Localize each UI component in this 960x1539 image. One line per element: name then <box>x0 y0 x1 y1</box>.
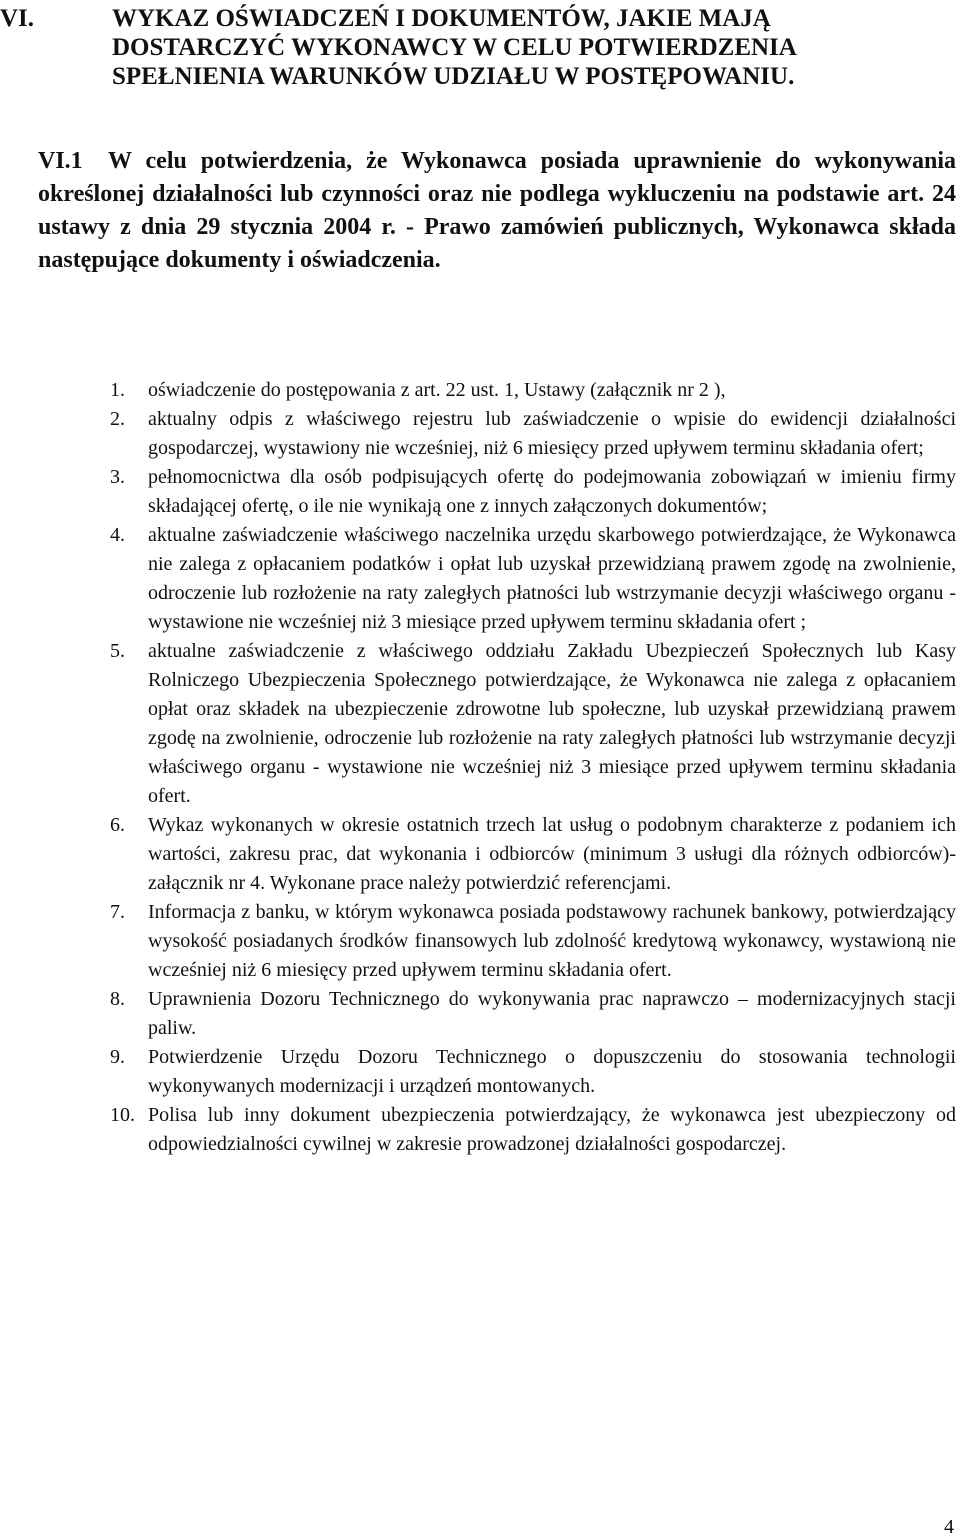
section-title: WYKAZ OŚWIADCZEŃ I DOKUMENTÓW, JAKIE MAJĄ DOSTARCZYĆ WYKONAWCY W CELU POTWIERDZENIA SPEŁNIENIA WARUNKÓW UDZIAŁU W POSTĘPOWANIU. <box>112 5 796 90</box>
list-item-text: Polisa lub inny dokument ubezpieczenia potwierdzający, że wykonawca jest ubezpieczony od odpowiedzialności cywilnej w zakresie prowadzonej działalności gospodarczej. <box>148 1104 956 1155</box>
list-item-number: 8. <box>110 988 125 1010</box>
document-list <box>110 376 956 1159</box>
list-item <box>110 1101 956 1159</box>
list-item <box>110 405 956 463</box>
subsection-paragraph <box>38 145 956 277</box>
list-item-number: 2. <box>110 408 125 430</box>
list-item-number: 3. <box>110 466 125 488</box>
list-item-text: aktualne zaświadczenie z właściwego oddziału Zakładu Ubezpieczeń Społecznych lub Kasy Rolniczego Ubezpieczenia Społecznego potwierdzające, że Wykonawca nie zalega z opłacaniem opłat oraz składek na ubezpieczenie zdrowotne lub społeczne, lub uzyskał przewidzianą prawem zgodę na zwolnienie, odroczenie lub rozłożenie na raty zaległych płatności lub wstrzymanie decyzji właściwego organu - wystawione nie wcześniej niż 3 miesiące przed upływem terminu składania ofert. <box>148 640 956 807</box>
list-item-number: 9. <box>110 1046 125 1068</box>
list-item <box>110 637 956 811</box>
list-item <box>110 521 956 637</box>
list-item-number: 4. <box>110 524 125 546</box>
list-item <box>110 463 956 521</box>
list-item-number: 5. <box>110 640 125 662</box>
list-item-text: Potwierdzenie Urzędu Dozoru Technicznego o dopuszczeniu do stosowania technologii wykonywanych modernizacji i urządzeń montowanych. <box>148 1046 956 1097</box>
list-item-text: aktualne zaświadczenie właściwego naczelnika urzędu skarbowego potwierdzające, że Wykonawca nie zalega z opłacaniem podatków i opłat lub uzyskał przewidzianą prawem zgodę na zwolnienie, odroczenie lub rozłożenie na raty zaległych płatności lub wstrzymanie decyzji właściwego organu - wystawione nie wcześniej niż 3 miesiące przed upływem terminu składania ofert ; <box>148 524 956 633</box>
list-item-number: 7. <box>110 901 125 923</box>
list-item-text: Uprawnienia Dozoru Technicznego do wykonywania prac naprawczo – modernizacyjnych stacji paliw. <box>148 988 956 1039</box>
section-number: VI. <box>0 5 35 32</box>
list-item-text: aktualny odpis z właściwego rejestru lub zaświadczenie o wpisie do ewidencji działalności gospodarczej, wystawiony nie wcześniej, niż 6 miesięcy przed upływem terminu składania ofert; <box>148 408 956 459</box>
list-item-number: 1. <box>110 379 125 401</box>
list-item <box>110 898 956 985</box>
list-item-text: Informacja z banku, w którym wykonawca posiada podstawowy rachunek bankowy, potwierdzający wysokość posiadanych środków finansowych lub zdolność kredytową wykonawcy, wystawioną nie wcześniej niż 6 miesięcy przed upływem terminu składania ofert. <box>148 901 956 981</box>
list-item-number: 10. <box>110 1104 135 1126</box>
list-item-text: pełnomocnictwa dla osób podpisujących ofertę do podejmowania zobowiązań w imieniu firmy składającej ofertę, o ile nie wynikają one z innych załączonych dokumentów; <box>148 466 956 517</box>
list-item-text: oświadczenie do postępowania z art. 22 ust. 1, Ustawy (załącznik nr 2 ), <box>148 379 726 401</box>
list-item-number: 6. <box>110 814 125 836</box>
subsection-number: VI.1 <box>38 148 83 174</box>
page-number: 4 <box>944 1516 954 1538</box>
list-item <box>110 376 956 405</box>
list-item-text: Wykaz wykonanych w okresie ostatnich trzech lat usług o podobnym charakterze z podaniem ich wartości, zakresu prac, dat wykonania i odbiorców (minimum 3 usługi dla różnych odbiorców)- załącznik nr 4. Wykonane prace należy potwierdzić referencjami. <box>148 814 956 894</box>
list-item <box>110 1043 956 1101</box>
list-item <box>110 811 956 898</box>
subsection-text: W celu potwierdzenia, że Wykonawca posiada uprawnienie do wykonywania określonej działalności lub czynności oraz nie podlega wykluczeniu na podstawie art. 24 ustawy z dnia 29 stycznia 2004 r. - Prawo zamówień publicznych, Wykonawca składa następujące dokumenty i oświadczenia. <box>38 148 956 273</box>
list-item <box>110 985 956 1043</box>
